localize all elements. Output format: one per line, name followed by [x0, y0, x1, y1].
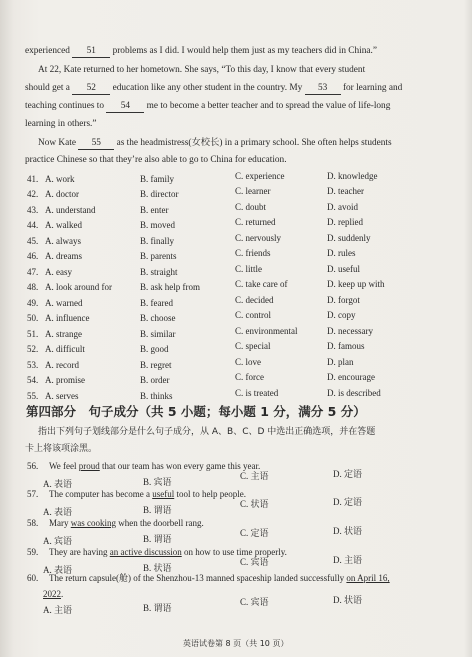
choice-option: C. nervously: [235, 233, 281, 243]
choice-option: B. 谓语: [143, 505, 172, 515]
choice-option: C. friends: [235, 248, 271, 258]
choice-option: D. 定语: [333, 469, 362, 479]
choice-option: B. similar: [140, 329, 176, 339]
choice-option: B. parents: [140, 251, 177, 261]
choice-option: D. necessary: [327, 326, 373, 336]
page-footer: 英语试卷第 8 页（共 10 页）: [183, 639, 289, 648]
question-sentence: 56. We feel proud that our team has won every game this year.: [27, 461, 261, 471]
question-number: 57.: [27, 489, 39, 499]
choice-option: A. strange: [45, 329, 82, 339]
choice-option: B. thinks: [140, 391, 173, 401]
passage-line: [25, 45, 377, 58]
underlined-phrase: useful: [152, 489, 175, 499]
choice-option: D. 主语: [333, 555, 362, 565]
choice-option: D. 状语: [333, 595, 362, 605]
choice-option: A. warned: [45, 298, 83, 308]
passage-text: problems as I did. I would help them just as my teachers did in China.”: [112, 46, 377, 56]
choice-option: D. 定语: [333, 497, 362, 507]
blank-55: 55: [78, 137, 114, 150]
section-instructions: 卡上将该项涂黑。: [25, 444, 98, 454]
choice-option: B. 宾语: [143, 477, 172, 487]
choice-option: C. returned: [235, 217, 276, 227]
blank-53: 53: [305, 82, 341, 95]
choice-option: C. 宾语: [240, 557, 269, 567]
choice-option: C. 宾语: [240, 597, 269, 607]
passage-text: practice Chinese so that they’re also able to go to China for education.: [25, 155, 287, 165]
passage-line: [25, 118, 97, 130]
choice-option: D. forgot: [327, 295, 360, 305]
question-number: 47.: [27, 267, 39, 277]
choice-option: B. feared: [140, 298, 173, 308]
choice-option: D. replied: [327, 217, 363, 227]
choice-option: B. enter: [140, 205, 169, 215]
choice-option: B. good: [140, 344, 169, 354]
choice-option: C. is treated: [235, 388, 279, 398]
choice-option: C. doubt: [235, 202, 267, 212]
question-number: 55.: [27, 391, 39, 401]
question-number: 54.: [27, 375, 39, 385]
question-number: 52.: [27, 344, 39, 354]
passage-line: [38, 64, 365, 76]
choice-option: C. 状语: [240, 499, 269, 509]
choice-option: B. 状语: [143, 563, 172, 573]
passage-text: should get a: [25, 83, 70, 93]
question-sentence: 2022.: [43, 589, 64, 599]
underlined-phrase: was cooking: [70, 518, 116, 528]
choice-option: A. always: [45, 236, 81, 246]
blank-52: 52: [72, 82, 110, 95]
choice-option: B. ask help from: [140, 282, 200, 292]
choice-option: D. 状语: [333, 526, 362, 536]
choice-option: B. regret: [140, 360, 172, 370]
choice-option: C. special: [235, 341, 271, 351]
question-number: 50.: [27, 313, 39, 323]
passage-text: Now Kate: [38, 138, 76, 148]
choice-option: C. 主语: [240, 471, 269, 481]
choice-option: C. experience: [235, 171, 285, 181]
choice-option: B. 谓语: [143, 534, 172, 544]
underlined-phrase: an active discussion: [109, 547, 182, 557]
choice-option: A. record: [45, 360, 79, 370]
passage-line: [25, 100, 390, 113]
question-number: 51.: [27, 329, 39, 339]
choice-option: C. decided: [235, 295, 274, 305]
underlined-phrase: 2022: [43, 589, 61, 599]
passage-line: [25, 154, 287, 166]
choice-option: D. suddenly: [327, 233, 371, 243]
question-sentence: 58. Mary was cooking when the doorbell rang.: [27, 518, 204, 528]
choice-option: A. understand: [45, 205, 96, 215]
choice-option: A. 主语: [43, 605, 72, 615]
choice-option: A. dreams: [45, 251, 82, 261]
page-edge-shadow: [464, 0, 472, 657]
choice-option: B. moved: [140, 220, 175, 230]
question-number: 46.: [27, 251, 39, 261]
passage-line: [25, 82, 402, 95]
choice-option: D. copy: [327, 310, 356, 320]
passage-text: education like any other student in the country. My: [112, 83, 303, 93]
choice-option: A. 表语: [43, 479, 72, 489]
choice-option: B. family: [140, 174, 174, 184]
choice-option: D. encourage: [327, 372, 375, 382]
passage-text: as the headmistress(女校长) in a primary school. She often helps students: [116, 138, 392, 148]
choice-option: C. force: [235, 372, 264, 382]
choice-option: C. love: [235, 357, 261, 367]
question-number: 59.: [27, 547, 39, 557]
choice-option: A. easy: [45, 267, 72, 277]
question-number: 56.: [27, 461, 39, 471]
blank-54: 54: [106, 100, 144, 113]
question-number: 49.: [27, 298, 39, 308]
question-number: 43.: [27, 205, 39, 215]
passage-text: for learning and: [342, 83, 403, 93]
underlined-phrase: proud: [78, 461, 100, 471]
choice-option: A. 表语: [43, 565, 72, 575]
choice-option: D. famous: [327, 341, 365, 351]
choice-option: C. learner: [235, 186, 271, 196]
choice-option: C. 定语: [240, 528, 269, 538]
choice-option: A. look around for: [45, 282, 112, 292]
question-sentence: 60. The return capsule(舱) of the Shenzhou-13 manned spaceship landed successfully on April 16,: [27, 573, 390, 583]
choice-option: B. choose: [140, 313, 176, 323]
choice-option: D. is described: [327, 388, 381, 398]
choice-option: D. avoid: [327, 202, 358, 212]
choice-option: D. plan: [327, 357, 354, 367]
question-number: 41.: [27, 174, 39, 184]
choice-option: A. 宾语: [43, 536, 72, 546]
choice-option: A. doctor: [45, 189, 79, 199]
choice-option: B. finally: [140, 236, 174, 246]
choice-option: D. teacher: [327, 186, 364, 196]
choice-option: C. environmental: [235, 326, 298, 336]
question-number: 60.: [27, 573, 39, 583]
blank-51: 51: [72, 45, 110, 58]
choice-option: D. useful: [327, 264, 360, 274]
question-number: 44.: [27, 220, 39, 230]
choice-option: A. promise: [45, 375, 85, 385]
choice-option: B. order: [140, 375, 170, 385]
choice-option: B. straight: [140, 267, 178, 277]
choice-option: A. walked: [45, 220, 82, 230]
passage-text: experienced: [25, 46, 70, 56]
choice-option: D. keep up with: [327, 279, 385, 289]
passage-text: learning in others.”: [25, 119, 97, 129]
passage-text: me to become a better teacher and to spread the value of life-long: [146, 101, 391, 111]
question-sentence: 57. The computer has become a useful tool to help people.: [27, 489, 246, 499]
question-number: 58.: [27, 518, 39, 528]
choice-option: B. director: [140, 189, 179, 199]
choice-option: C. little: [235, 264, 262, 274]
passage-line: [38, 137, 392, 150]
choice-option: A. influence: [45, 313, 90, 323]
choice-option: A. work: [45, 174, 75, 184]
section-title: 第四部分 句子成分（共 5 小题；每小题 1 分，满分 5 分）: [26, 404, 366, 419]
choice-option: C. take care of: [235, 279, 288, 289]
choice-option: A. 表语: [43, 507, 72, 517]
section-instructions: 指出下列句子划线部分是什么句子成分，从 A、B、C、D 中选出正确选项，并在答题: [38, 427, 376, 437]
choice-option: A. serves: [45, 391, 79, 401]
passage-text: teaching continues to: [25, 101, 105, 111]
question-number: 48.: [27, 282, 39, 292]
choice-option: D. rules: [327, 248, 356, 258]
passage-text: At 22, Kate returned to her hometown. She says, “To this day, I know that every student: [38, 65, 366, 75]
choice-option: D. knowledge: [327, 171, 378, 181]
underlined-phrase: on April 16,: [346, 573, 390, 583]
question-number: 45.: [27, 236, 39, 246]
question-number: 42.: [27, 189, 39, 199]
choice-option: A. difficult: [45, 344, 85, 354]
choice-option: C. control: [235, 310, 271, 320]
question-number: 53.: [27, 360, 39, 370]
choice-option: B. 谓语: [143, 603, 172, 613]
question-sentence: 59. They are having an active discussion on how to use time properly.: [27, 547, 287, 557]
